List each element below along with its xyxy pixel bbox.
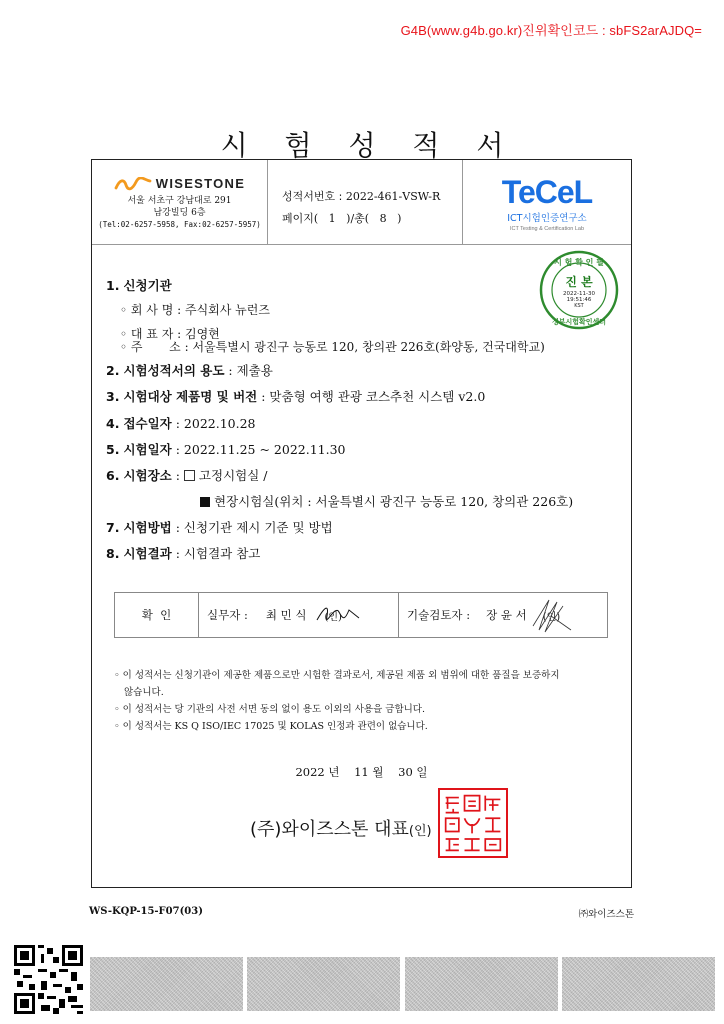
section-4-value: 2022.10.28 [183,416,256,431]
section-4-label: 접수일자 [123,416,172,431]
issuer-contact: (Tel:02-6257-5958, Fax:02-6257-5957) [98,220,261,229]
section-3-value: 맞춤형 여행 관광 코스추천 시스템 v2.0 [269,389,486,404]
section-8-value: 시험결과 참고 [183,546,261,561]
section-test-result [106,544,260,562]
reviewer-label: 기술검토자 : [407,608,471,622]
cert-number-label: 성적서번호 : [282,190,346,203]
tester-cell [199,593,399,637]
option-fixed-lab: 고정시험실 / [198,468,268,483]
section-test-method [106,518,333,536]
security-pattern-1 [90,957,243,1011]
section-test-date [106,440,345,458]
wisestone-wordmark: WISESTONE [155,176,246,191]
reviewer-seal-text: (인) [542,611,561,623]
confirmation-table [114,592,608,638]
section-5-label: 시험일자 [123,442,172,457]
section-3-number: 3. [106,389,120,404]
section-5-value: 2022.11.25 ~ 2022.11.30 [183,442,346,457]
section-purpose [106,361,273,379]
lab-name-korean: ICT시험인증연구소 [507,213,587,224]
note-2: ◦ 이 성적서는 당 기관의 사전 서면 동의 없이 용도 이외의 사용을 금합니다. [114,704,425,715]
section-6-sep: : [171,468,184,483]
page-line [282,210,401,226]
section-6-label: 시험장소 [123,468,172,483]
section-receipt-date [106,414,256,432]
wisestone-logo [92,176,267,191]
svg-text:KST: KST [574,303,584,309]
tester-seal-text: (인) [324,611,342,623]
applicant-address [120,338,545,355]
seal-mark: (인) [408,824,432,839]
section-6-number: 6. [106,468,120,483]
signature-icon [529,596,573,636]
tester-signature [325,608,342,623]
section-2-sep: : [224,363,237,378]
security-pattern-2 [247,957,400,1011]
tester-name: 최 민 식 [265,608,307,622]
certificate-info [268,160,463,244]
confirmation-label: 확 인 [115,593,199,637]
addr-label: ◦ 주 소 : [120,340,193,354]
security-pattern-4 [562,957,715,1011]
section-2-label: 시험성적서의 용도 [123,363,225,378]
company-label: ◦ 회 사 명 : [120,303,185,317]
svg-text:정부시험확인센터: 정부시험확인센터 [551,318,607,326]
certificate-header [92,160,631,245]
section-7-sep: : [171,520,184,535]
issue-date: 2022 년 11 월 30 일 [295,765,428,779]
notes-block [114,667,604,735]
security-pattern-3 [405,957,558,1011]
section-2-number: 2. [106,363,120,378]
verification-code: G4B(www.g4b.go.kr)진위확인코드 : sbFS2arAJDQ= [400,23,702,38]
verification-stamp-icon [538,249,620,331]
section-3-label: 시험대상 제품명 및 버전 [123,389,258,404]
tecel-logo: TeCeL [501,174,593,210]
section-4-number: 4. [106,416,120,431]
section-7-label: 시험방법 [123,520,172,535]
company-value: 주식회사 뉴런즈 [184,303,270,317]
note-1-cont: 않습니다. [124,687,164,698]
company-signature: (주)와이즈스톤 대표 [250,819,409,840]
section-5-sep: : [171,442,184,457]
qr-code-icon [14,945,83,1014]
issuer-address-2: 남강빌딩 6층 [153,208,206,218]
section-6-onsite [200,492,573,510]
page-total: 8 [379,212,387,225]
section-7-value: 신청기관 제시 기준 및 방법 [183,520,333,535]
section-8-label: 시험결과 [123,546,172,561]
rep-value: 김영현 [184,327,220,341]
reviewer-name: 장 윤 서 [486,608,527,622]
note-1: ◦ 이 성적서는 신청기관이 제공한 제품으로만 시험한 결과로서, 제공된 제품 외 범위에 대한 품질을 보증하지 [114,670,560,681]
section-7-number: 7. [106,520,120,535]
page-label: 페이지( [282,212,319,225]
addr-value: 서울특별시 광진구 능동로 120, 창의관 226호(화양동, 건국대학교) [192,340,545,354]
document-title: 시 험 성 적 서 [220,129,518,162]
svg-text:시 험 확 인 필: 시 험 확 인 필 [554,258,604,267]
reviewer-cell [399,593,607,637]
section-1-number: 1. [106,278,120,293]
checkbox-onsite-lab [200,497,210,507]
section-4-sep: : [171,416,184,431]
section-test-location [106,466,267,484]
section-8-number: 8. [106,546,120,561]
applicant-company [120,301,270,318]
checkbox-fixed-lab [184,470,195,481]
svg-text:19:51:46: 19:51:46 [566,297,592,303]
issuer-address-1: 서울 서초구 강남대로 291 [127,196,232,206]
lab-block [463,160,631,244]
svg-text:2022-11-30: 2022-11-30 [563,291,595,297]
lab-name-english: ICT Testing & Certification Lab [509,226,585,232]
section-8-sep: : [171,546,184,561]
certificate-frame [91,159,632,888]
reviewer-signature [543,608,560,623]
page-close: ) [397,212,402,225]
form-code: WS-KQP-15-F07(03) [89,906,203,917]
footer-company: ㈜와이즈스톤 [578,909,634,920]
section-5-number: 5. [106,442,120,457]
page-total-label: )/총( [346,212,370,225]
section-applicant [106,276,172,294]
rep-label: ◦ 대 표 자 : [120,327,185,341]
section-product [106,387,485,405]
signature-icon [315,602,361,624]
section-2-value: 제출용 [236,363,273,378]
cert-number-line [282,188,440,204]
section-1-label: 신청기관 [123,278,172,293]
tester-label: 실무자 : [207,608,248,622]
section-3-sep: : [257,389,270,404]
option-onsite-lab: 현장시험실(위치 : 서울특별시 광진구 능동로 120, 창의관 226호) [214,494,574,509]
company-signature-line [250,815,432,841]
svg-text:진 본: 진 본 [565,275,593,289]
note-3: ◦ 이 성적서는 KS Q ISO/IEC 17025 및 KOLAS 인정과 관련이 없습니다. [114,721,428,732]
wave-logo-icon [114,177,152,191]
page-current: 1 [328,212,336,225]
issuer-block [92,160,268,244]
cert-number: 2022-461-VSW-R [345,190,441,203]
company-seal-icon [438,788,508,858]
